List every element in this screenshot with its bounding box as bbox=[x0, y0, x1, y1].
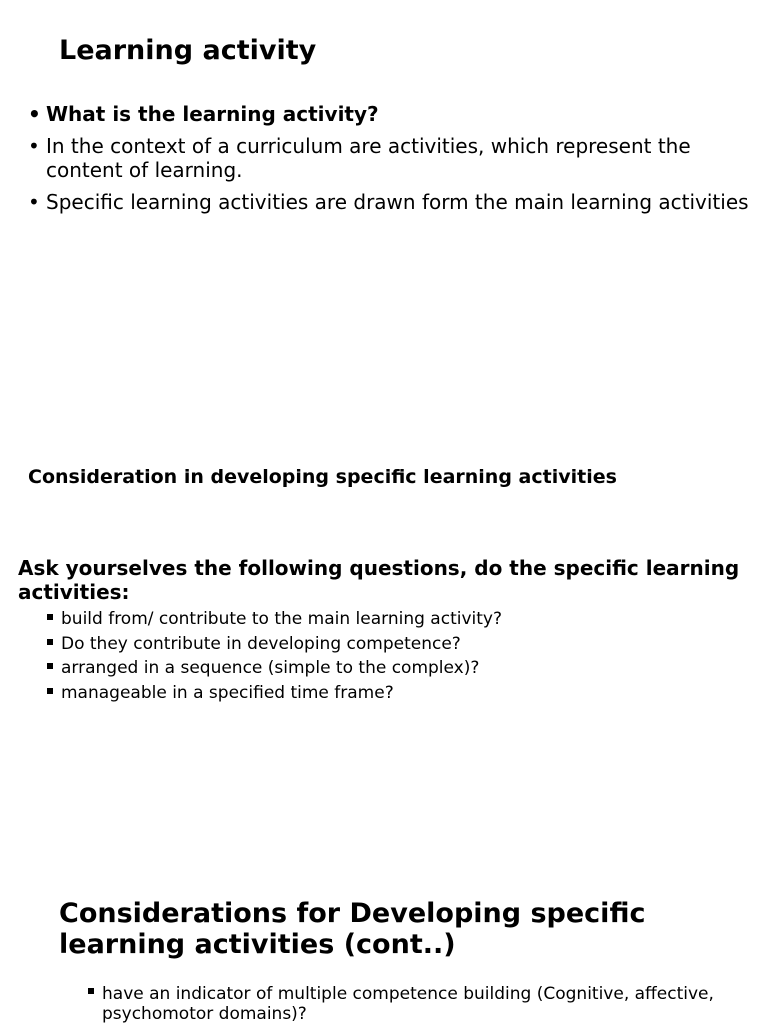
bullet-dot-icon: • bbox=[28, 134, 40, 158]
square-bullet-icon bbox=[47, 614, 53, 620]
continued-list bbox=[88, 984, 748, 1024]
question-text: build from/ contribute to the main learning activity? bbox=[61, 609, 502, 629]
questions-list bbox=[46, 607, 746, 706]
learning-activity-bullets bbox=[28, 102, 758, 222]
continued-item bbox=[88, 984, 748, 1024]
bullet-text: In the context of a curriculum are activities, which represent the content of learning. bbox=[46, 134, 691, 182]
square-bullet-icon bbox=[47, 663, 53, 669]
question-item bbox=[46, 656, 746, 681]
bullet-item bbox=[28, 134, 758, 182]
bullet-dot-icon: • bbox=[28, 190, 40, 214]
bullet-text: Specific learning activities are drawn form the main learning activities bbox=[46, 190, 749, 214]
section-heading: Consideration in developing specific learning activities bbox=[28, 466, 617, 488]
question-text: arranged in a sequence (simple to the complex)? bbox=[61, 658, 480, 679]
question-text: Do they contribute in developing competence? bbox=[61, 633, 461, 654]
questions-intro: Ask yourselves the following questions, do the specific learning activities: bbox=[18, 556, 740, 604]
bullet-text: What is the learning activity? bbox=[46, 102, 379, 126]
question-text: manageable in a specified time frame? bbox=[61, 683, 394, 704]
question-item bbox=[46, 632, 746, 657]
continued-text: have an indicator of multiple competence building (Cognitive, affective, psychomotor domains)? bbox=[102, 984, 714, 1024]
bullet-dot-icon: • bbox=[28, 102, 41, 126]
question-item bbox=[46, 681, 746, 706]
continued-slide-title: Considerations for Developing specific learning activities (cont..) bbox=[59, 898, 646, 960]
bullet-item bbox=[28, 190, 758, 214]
square-bullet-icon bbox=[88, 988, 94, 994]
square-bullet-icon bbox=[47, 639, 53, 645]
question-item bbox=[46, 607, 746, 632]
slide-title: Learning activity bbox=[59, 35, 317, 66]
bullet-item bbox=[28, 102, 758, 126]
square-bullet-icon bbox=[47, 688, 53, 694]
